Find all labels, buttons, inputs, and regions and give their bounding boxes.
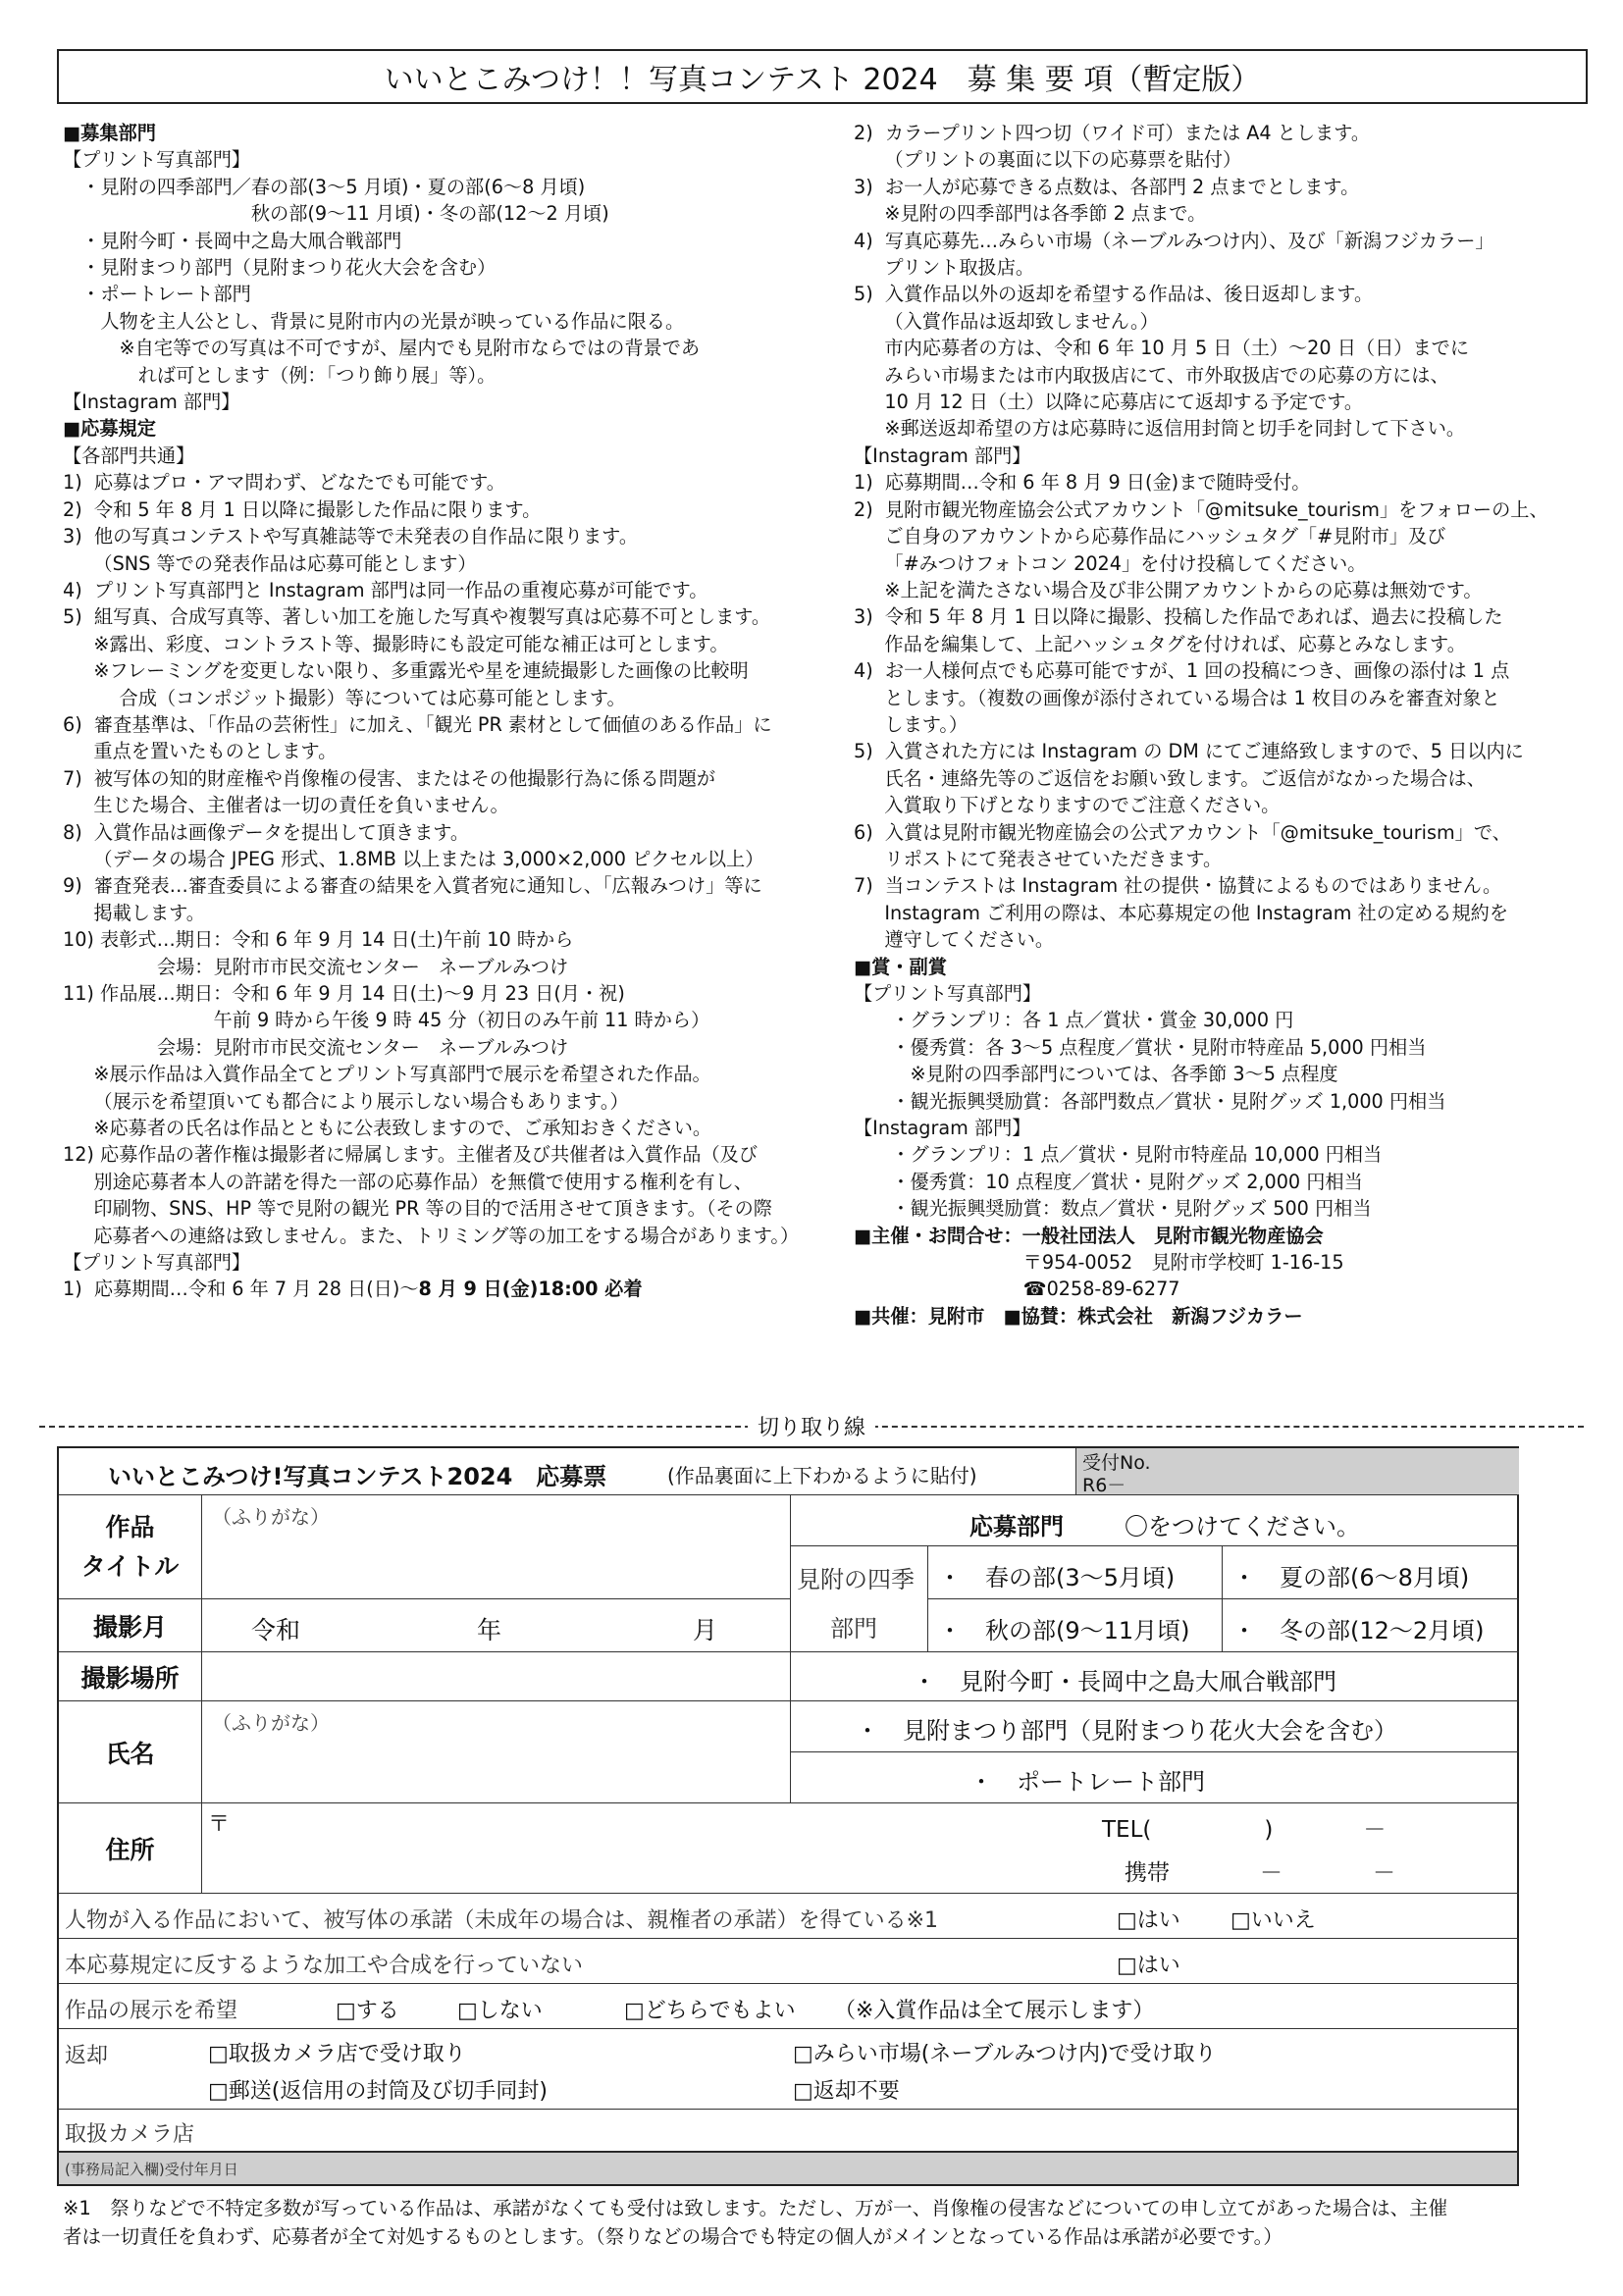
guideline-line: ☎0258-89-6277 <box>854 1278 1180 1301</box>
guideline-line: 9) 審査発表…審査委員による審査の結果を入賞者宛に通知し、「広報みつけ」等に <box>63 874 762 898</box>
guideline-line: 7) 当コンテストは Instagram 社の提供・協賛によるものではありません。 <box>854 874 1502 898</box>
guideline-line: 【プリント写真部門】 <box>63 148 251 172</box>
guideline-line: 【プリント写真部門】 <box>854 982 1042 1005</box>
guideline-line: ※露出、彩度、コントラスト等、撮影時にも設定可能な補正は可とします。 <box>63 632 729 655</box>
guideline-line: 5) 入賞された方には Instagram の DM にてご連絡致しますので、5 日以内に <box>854 740 1524 763</box>
guideline-line: ※郵送返却希望の方は応募時に返信用封筒と切手を同封して下さい。 <box>854 417 1466 441</box>
guideline-line: 【Instagram 部門】 <box>63 391 240 414</box>
exhibit-no-checkbox[interactable]: □しない <box>457 1999 543 2023</box>
guideline-line: 【Instagram 部門】 <box>854 1117 1031 1140</box>
guideline-line: リポストにて発表させていただきます。 <box>854 847 1223 870</box>
guideline-line: ・優秀賞：10 点程度／賞状・見附グッズ 2,000 円相当 <box>854 1170 1363 1193</box>
shooting-month-label: 撮影月 <box>59 1599 202 1652</box>
guideline-line: みらい市場または市内取扱店にて、市外取扱店での応募の方には、 <box>854 363 1449 387</box>
winter-option[interactable]: ・ 冬の部(12～2月頃) <box>1223 1599 1519 1652</box>
guideline-line: れば可とします（例：「つり飾り展」等）。 <box>63 363 497 387</box>
form-title: いいとこみつけ!写真コンテスト2024 応募票 <box>108 1463 607 1490</box>
guideline-line: ・見附今町・長岡中之島大凧合戦部門 <box>63 229 402 252</box>
guideline-line: 4) プリント写真部門と Instagram 部門は同一作品の重複応募が可能です。 <box>63 578 708 601</box>
guideline-line: 4) 写真応募先…みらい市場（ネーブルみつけ内）、及び「新潟フジカラー」 <box>854 229 1494 252</box>
guideline-line: 11) 作品展…期日：令和 6 年 9 月 14 日(土)～9 月 23 日(月・祝) <box>63 982 625 1005</box>
form-title-note: (作品裏面に上下わかるように貼付) <box>667 1464 977 1487</box>
guideline-line: ・グランプリ：各 1 点／賞状・賞金 30,000 円 <box>854 1009 1294 1032</box>
no-editing-row: 本応募規定に反するような加工や合成を行っていない □はい <box>59 1939 1519 1984</box>
guideline-line: 掲載します。 <box>63 901 205 924</box>
guideline-line: 氏名・連絡先等のご返信をお願い致します。ご返信がなかった場合は、 <box>854 766 1486 790</box>
guideline-line: 〒954-0052 見附市学校町 1-16-15 <box>854 1251 1344 1275</box>
category-header: 応募部門 〇をつけてください。 <box>791 1495 1519 1546</box>
guideline-line: ※見附の四季部門は各季節 2 点まで。 <box>854 202 1207 226</box>
spring-option[interactable]: ・ 春の部(3～5月頃) <box>928 1546 1223 1599</box>
exhibition-row: 作品の展示を希望 □する □しない □どちらでもよい （※入賞作品は全て展示します） <box>59 1984 1519 2029</box>
guidelines-right-column <box>854 120 1599 1330</box>
guideline-line: します。） <box>854 712 969 736</box>
guideline-line: （入賞作品は返却致しません。） <box>854 309 1159 333</box>
guideline-line: 【各部門共通】 <box>63 444 195 467</box>
work-title-label: 作品 タイトル <box>59 1495 202 1599</box>
guideline-line: 3) お一人が応募できる点数は、各部門 2 点までとします。 <box>854 175 1360 198</box>
guideline-line: 会場：見附市市民交流センター ネーブルみつけ <box>63 955 569 978</box>
guideline-line: 作品を編集して、上記ハッシュタグを付ければ、応募とみなします。 <box>854 632 1466 655</box>
guideline-line: ■主催・お問合せ：一般社団法人 見附市観光物産協会 <box>854 1224 1324 1247</box>
guideline-line: ※応募者の氏名は作品とともに公表致しますので、ご承知おきください。 <box>63 1117 712 1140</box>
guideline-line: 入賞取り下げとなりますのでご注意ください。 <box>854 794 1281 817</box>
camera-shop-row[interactable]: 取扱カメラ店 <box>57 2108 1519 2153</box>
guideline-line: 1) 応募はプロ・アマ問わず、どなたでも可能です。 <box>63 471 505 495</box>
summer-option[interactable]: ・ 夏の部(6～8月頃) <box>1223 1546 1519 1599</box>
guideline-line: ・優秀賞：各 3～5 点程度／賞状・見附市特産品 5,000 円相当 <box>854 1035 1427 1059</box>
guideline-line: ・観光振興奨励賞：数点／賞状・見附グッズ 500 円相当 <box>854 1197 1372 1221</box>
return-mail-checkbox[interactable]: □郵送(返信用の封筒及び切手同封) <box>208 2079 548 2104</box>
guideline-line: 市内応募者の方は、令和 6 年 10 月 5 日（土）～20 日（日）までに <box>854 337 1470 360</box>
guidelines-left-column <box>63 120 858 1303</box>
guideline-line: ※展示作品は入賞作品全てとプリント写真部門で展示を希望された作品。 <box>63 1063 711 1086</box>
guideline-line: 人物を主人公とし、背景に見附市内の光景が映っている作品に限る。 <box>63 309 685 333</box>
festival-option[interactable]: ・ 見附まつり部門（見附まつり花火大会を含む） <box>791 1701 1519 1752</box>
guideline-line: 午前 9 時から午後 9 時 45 分（初日のみ午前 11 時から） <box>63 1009 710 1032</box>
guideline-line: 応募者への連絡は致しません。また、トリミング等の加工をする場合があります。） <box>63 1224 800 1247</box>
entry-form <box>57 1446 1519 2153</box>
no-return-checkbox[interactable]: □返却不要 <box>793 2079 900 2104</box>
guideline-line: 10 月 12 日（土）以降に応募店にて返却する予定です。 <box>854 391 1364 414</box>
guideline-line: 5) 入賞作品以外の返却を希望する作品は、後日返却します。 <box>854 283 1374 306</box>
name-field[interactable]: （ふりがな） <box>202 1701 791 1803</box>
guideline-line: 2) カラープリント四つ切（ワイド可）または A4 とします。 <box>854 122 1371 144</box>
seasons-category-label: 見附の四季 部門 <box>791 1546 928 1652</box>
guideline-line: （プリントの裏面に以下の応募票を貼付） <box>854 148 1242 172</box>
kite-battle-option[interactable]: ・ 見附今町・長岡中之島大凧合戦部門 <box>791 1652 1519 1701</box>
footnote: ※1 祭りなどで不特定多数が写っている作品は、承諾がなくても受付は致します。ただし、万が一、肖像権の侵害などについての申し立てがあった場合は、主催 者は一切責任を負わず、応募者が全て対処するものとします。（祭りなどの場合でも特定の個人がメインとなっている作品は承諾が必要です。） <box>63 2197 1448 2248</box>
guideline-line: 「#みつけフォトコン 2024」を付け投稿してください。 <box>854 551 1367 575</box>
guideline-line: （データの場合 JPEG 形式、1.8MB 以上または 3,000×2,000 ピクセル以上） <box>63 847 764 870</box>
guideline-line: 【Instagram 部門】 <box>854 444 1031 467</box>
guideline-line: 2) 見附市観光物産協会公式アカウント「@mitsuke_tourism」をフォローの上、 <box>854 497 1548 521</box>
guideline-line: ■応募規定 <box>63 417 156 441</box>
guideline-line: 生じた場合、主催者は一切の責任を負いません。 <box>63 794 509 817</box>
guideline-line: ・見附の四季部門／春の部(3～5 月頃)・夏の部(6～8 月頃) <box>63 175 586 198</box>
portrait-option[interactable]: ・ ポートレート部門 <box>791 1752 1519 1803</box>
guideline-line: 4) お一人様何点でも応募可能ですが、1 回の投稿につき、画像の添付は 1 点 <box>854 659 1510 683</box>
guideline-line: 12) 応募作品の著作権は撮影者に帰属します。主催者及び共催者は入賞作品（及び <box>63 1143 759 1167</box>
page-title: いいとこみつけ！！写真コンテスト 2024 募 集 要 項（暫定版） <box>57 49 1588 104</box>
guideline-line: ・ポートレート部門 <box>63 283 251 306</box>
guideline-line: 6) 入賞は見附市観光物産協会の公式アカウント「@mitsuke_tourism」で、 <box>854 820 1511 844</box>
return-mirai-market-checkbox[interactable]: □みらい市場(ネーブルみつけ内)で受け取り <box>793 2042 1217 2066</box>
office-use-row: (事務局記入欄)受付年月日 <box>57 2153 1519 2186</box>
cut-label: 切り取り線 <box>0 1411 1623 1441</box>
tel-field: TEL( ) － <box>1102 1817 1387 1843</box>
guideline-line: 会場：見附市市民交流センター ネーブルみつけ <box>63 1035 569 1059</box>
work-title-field[interactable]: （ふりがな） <box>202 1495 791 1599</box>
autumn-option[interactable]: ・ 秋の部(9～11月頃) <box>928 1599 1223 1652</box>
guideline-line: ■賞・副賞 <box>854 955 947 978</box>
guideline-line: ・見附まつり部門（見附まつり花火大会を含む） <box>63 256 497 280</box>
name-label: 氏名 <box>59 1701 202 1803</box>
guideline-line: ※フレーミングを変更しない限り、多重露光や星を連続撮影した画像の比較明 <box>63 659 749 683</box>
guideline-line: （展示を希望頂いても都合により展示しない場合もあります。） <box>63 1089 629 1113</box>
address-label: 住所 <box>59 1803 202 1894</box>
consent-row: 人物が入る作品において、被写体の承諾（未成年の場合は、親権者の承諾）を得ている※1 □はい □いいえ <box>59 1894 1519 1939</box>
form-title-cell <box>59 1448 1076 1495</box>
guideline-line: プリント取扱店。 <box>854 256 1035 280</box>
guideline-line: ※自宅等での写真は不可ですが、屋内でも見附市ならではの背景であ <box>63 337 701 360</box>
guideline-line: 7) 被写体の知的財産権や肖像権の侵害、またはその他撮影行為に係る問題が <box>63 766 716 790</box>
shooting-month-field[interactable]: 令和 年 月 <box>202 1599 791 1652</box>
guideline-line: 3) 令和 5 年 8 月 1 日以降に撮影、投稿した作品であれば、過去に投稿した <box>854 605 1503 629</box>
guideline-line: 1) 応募期間…令和 6 年 8 月 9 日(金)まで随時受付。 <box>854 471 1311 495</box>
guideline-line: ※上記を満たさない場合及び非公開アカウントからの応募は無効です。 <box>854 578 1483 601</box>
consent-yes-checkbox[interactable]: □はい <box>1117 1908 1180 1933</box>
guideline-line: ※見附の四季部門については、各季節 3～5 点程度 <box>854 1063 1338 1086</box>
guideline-line: とします。（複数の画像が添付されている場合は 1 枚目のみを審査対象と <box>854 686 1500 709</box>
address-field[interactable]: 〒 TEL( ) － 携帯 － － <box>202 1803 1519 1894</box>
guideline-line: 遵守してください。 <box>854 928 1055 952</box>
guideline-line: 6) 審査基準は、「作品の芸術性」に加え、「観光 PR 素材として価値のある作品」に <box>63 712 772 736</box>
guideline-line: ■募集部門 <box>63 122 156 144</box>
exhibit-yes-checkbox[interactable]: □する <box>336 1999 399 2023</box>
guideline-line: 【プリント写真部門】 <box>63 1251 251 1275</box>
mobile-field: 携帯 － － <box>1125 1860 1395 1886</box>
return-row: 返却 □取扱カメラ店で受け取り □みらい市場(ネーブルみつけ内)で受け取り □郵送(返信用の封筒及び切手同封) □返却不要 <box>59 2029 1519 2110</box>
guideline-line: 印刷物、SNS、HP 等で見附の観光 PR 等の目的で活用させて頂きます。（その際 <box>63 1197 772 1221</box>
guideline-line: 秋の部(9～11 月頃)・冬の部(12～2 月頃) <box>63 202 609 226</box>
guideline-line: 別途応募者本人の許諾を得た一部の応募作品）を無償で使用する権利を有し、 <box>63 1170 753 1193</box>
guideline-line: （SNS 等での発表作品は応募可能とします） <box>63 551 477 575</box>
guideline-line: 10) 表彰式…期日：令和 6 年 9 月 14 日(土)午前 10 時から <box>63 928 574 952</box>
consent-no-checkbox[interactable]: □いいえ <box>1230 1908 1316 1933</box>
guideline-line: 1) 応募期間…令和 6 年 7 月 28 日(日)～8 月 9 日(金)18:00 必着 <box>63 1278 643 1301</box>
shooting-place-label: 撮影場所 <box>59 1652 202 1701</box>
shooting-place-field[interactable] <box>202 1652 791 1701</box>
no-editing-yes-checkbox[interactable]: □はい <box>1117 1954 1180 1978</box>
guideline-line: 合成（コンポジット撮影）等については応募可能とします。 <box>63 686 626 709</box>
guideline-line: ■共催：見附市 ■協賛：株式会社 新潟フジカラー <box>854 1304 1303 1328</box>
guideline-line: ・観光振興奨励賞：各部門数点／賞状・見附グッズ 1,000 円相当 <box>854 1089 1446 1113</box>
guideline-line: 8) 入賞作品は画像データを提出して頂きます。 <box>63 820 470 844</box>
guideline-line: Instagram ご利用の際は、本応募規定の他 Instagram 社の定める規約を <box>854 901 1509 924</box>
guideline-line: ご自身のアカウントから応募作品にハッシュタグ「#見附市」及び <box>854 525 1446 548</box>
exhibit-either-checkbox[interactable]: □どちらでもよい <box>624 1999 796 2023</box>
guideline-line: 重点を置いたものとします。 <box>63 740 338 763</box>
return-camera-shop-checkbox[interactable]: □取扱カメラ店で受け取り <box>208 2042 466 2066</box>
guideline-line: ・グランプリ：1 点／賞状・見附市特産品 10,000 円相当 <box>854 1143 1383 1167</box>
reception-number-cell: 受付No. R6－ <box>1076 1448 1519 1495</box>
guideline-line: 3) 他の写真コンテストや写真雑誌等で未発表の自作品に限ります。 <box>63 525 639 548</box>
guideline-line: 5) 組写真、合成写真等、著しい加工を施した写真や複製写真は応募不可とします。 <box>63 605 771 629</box>
guideline-line: 2) 令和 5 年 8 月 1 日以降に撮影した作品に限ります。 <box>63 497 542 521</box>
